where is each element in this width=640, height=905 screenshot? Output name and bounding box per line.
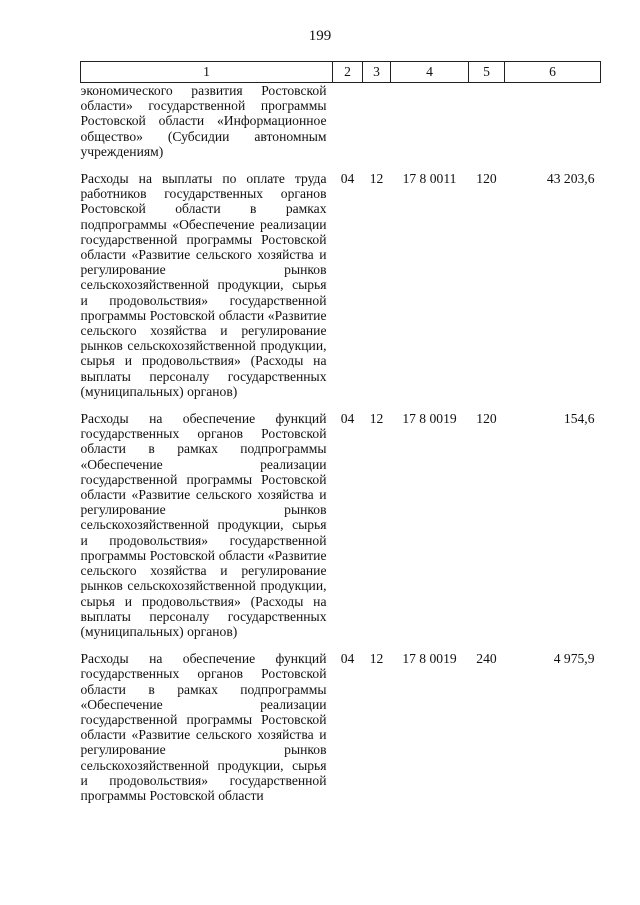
table-row: [81, 171, 601, 411]
header-col-1: 1: [81, 62, 333, 83]
row-target-code: 17 8 0019: [402, 411, 457, 427]
row-description: экономического развития Ростовской области» государственной программы Ростовской области «Информационное общество» (Субсидии автономным учреждениям): [80, 83, 327, 159]
row-amount: 154,6: [563, 411, 595, 427]
row-expense-type: 120: [476, 411, 497, 427]
header-col-4: 4: [391, 62, 469, 83]
row-target-code: 17 8 0019: [402, 651, 457, 667]
row-description: Расходы на обеспечение функций государственных органов Ростовской области в рамках подпрограммы «Обеспечение реализации государственной программы Ростовской области «Развитие сельского хозяйства и регулирование рынков сельскохозяйственной продукции, сырья и продовольствия» государственной программы Ростовской области: [80, 651, 327, 803]
header-col-2: 2: [333, 62, 363, 83]
row-section: [333, 83, 363, 172]
row-subsection: 12: [369, 651, 384, 667]
table-row: [81, 411, 601, 651]
page-number: 199: [308, 28, 332, 44]
header-col-6: 6: [505, 62, 601, 83]
row-section: 04: [340, 411, 355, 427]
table-row: [81, 83, 601, 172]
row-expense-type: [469, 83, 505, 172]
row-subsection: [363, 83, 391, 172]
row-description: Расходы на обеспечение функций государственных органов Ростовской области в рамках подпрограммы «Обеспечение реализации государственной программы Ростовской области «Развитие сельского хозяйства и регулирование рынков сельскохозяйственной продукции, сырья и продовольствия» государственной программы Ростовской области «Развитие сельского хозяйства и регулирование рынков сельскохозяйственной продукции, сырья и продовольствия» (Расходы на выплаты персоналу государственных (муниципальных) органов): [80, 411, 327, 639]
row-section: 04: [340, 171, 355, 187]
row-expense-type: 240: [476, 651, 497, 667]
row-target-code: [391, 83, 469, 172]
row-amount: [505, 83, 601, 172]
row-amount: 4 975,9: [553, 651, 595, 667]
row-amount: 43 203,6: [546, 171, 595, 187]
row-subsection: 12: [369, 411, 384, 427]
row-target-code: 17 8 0011: [402, 171, 457, 187]
row-expense-type: 120: [476, 171, 497, 187]
table-header-row: [81, 62, 601, 83]
row-subsection: 12: [369, 171, 384, 187]
header-col-3: 3: [363, 62, 391, 83]
table-row: [81, 651, 601, 815]
header-col-5: 5: [469, 62, 505, 83]
row-section: 04: [340, 651, 355, 667]
row-description: Расходы на выплаты по оплате труда работников государственных органов Ростовской области в рамках подпрограммы «Обеспечение реализации государственной программы Ростовской области «Развитие сельского хозяйства и регулирование рынков сельскохозяйственной продукции, сырья и продовольствия» государственной программы Ростовской области «Развитие сельского хозяйства и регулирование рынков сельскохозяйственной продукции, сырья и продовольствия» (Расходы на выплаты персоналу государственных (муниципальных) органов): [80, 171, 327, 399]
budget-table: [80, 61, 601, 815]
